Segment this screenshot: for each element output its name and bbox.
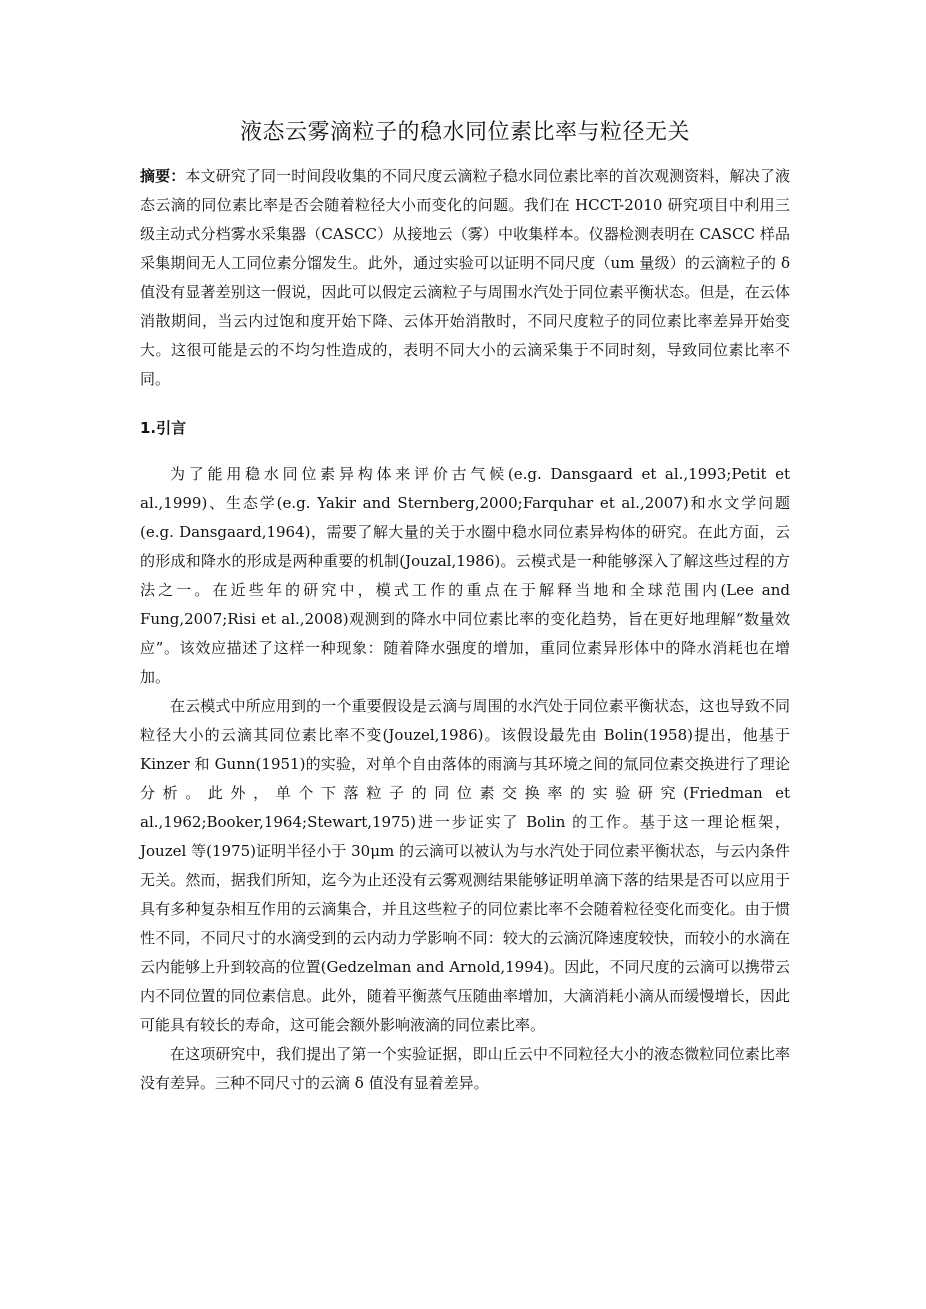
paper-title: 液态云雾滴粒子的稳水同位素比率与粒径无关 [239, 120, 690, 145]
section-heading-introduction: 1.引言 [140, 419, 187, 437]
abstract-text: 本文研究了同一时间段收集的不同尺度云滴粒子稳水同位素比率的首次观测资料，解决了液态云滴的同位素比率是否会随着粒径大小而变化的问题。我们在 HCCT-2010 研究项目中利用三级主动式分档雾水采集器（CASCC）从接地云（雾）中收集样本。仪器检测表明在 CASCC 样品采集期间无人工同位素分馏发生。此外，通过实验可以证明不同尺度（um 量级）的云滴粒子的 δ 值没有显著差别这一假说，因此可以假定云滴粒子与周围水汽处于同位素平衡状态。但是，在云体消散期间，当云内过饱和度开始下降、云体开始消散时，不同尺度粒子的同位素比率差异开始变大。这很可能是云的不均匀性造成的，表明不同大小的云滴采集于不同时刻，导致同位素比率不同。 [140, 167, 790, 388]
document-page [140, 118, 790, 1098]
abstract-label: 摘要： [140, 167, 186, 185]
abstract [140, 162, 790, 394]
intro-paragraph-2: 在云模式中所应用到的一个重要假设是云滴与周围的水汽处于同位素平衡状态，这也导致不同粒径大小的云滴其同位素比率不变(Jouzel,1986)。该假设最先由 Bolin(1958)提出，他基于 Kinzer 和 Gunn(1951)的实验，对单个自由落体的雨滴与其环境之间的氚同位素交换进行了理论分析。此外，单个下落粒子的同位素交换率的实验研究(Friedman et al.,1962;Booker,1964;Stewart,1975)进一步证实了 Bolin 的工作。基于这一理论框架，Jouzel 等(1975)证明半径小于 30μm 的云滴可以被认为与水汽处于同位素平衡状态，与云内条件无关。然而，据我们所知，迄今为止还没有云雾观测结果能够证明单滴下落的结果是否可以应用于具有多种复杂相互作用的云滴集合，并且这些粒子的同位素比率不会随着粒径变化而变化。由于惯性不同，不同尺寸的水滴受到的云内动力学影响不同：较大的云滴沉降速度较快，而较小的水滴在云内能够上升到较高的位置(Gedzelman and Arnold,1994)。因此，不同尺度的云滴可以携带云内不同位置的同位素信息。此外，随着平衡蒸气压随曲率增加，大滴消耗小滴从而缓慢增长，因此可能具有较长的寿命，这可能会额外影响液滴的同位素比率。 [140, 697, 790, 1034]
intro-paragraph-3: 在这项研究中，我们提出了第一个实验证据，即山丘云中不同粒径大小的液态微粒同位素比率没有差异。三种不同尺寸的云滴 δ 值没有显着差异。 [140, 1045, 790, 1092]
intro-paragraph-1: 为了能用稳水同位素异构体来评价古气候(e.g. Dansgaard et al.,1993;Petit et al.,1999)、生态学(e.g. Yakir and Sternberg,2000;Farquhar et al.,2007)和水文学问题(e.g. Dansgaard,1964)，需要了解大量的关于水圈中稳水同位素异构体的研究。在此方面，云的形成和降水的形成是两种重要的机制(Jouzal,1986)。云模式是一种能够深入了解这些过程的方法之一。在近些年的研究中，模式工作的重点在于解释当地和全球范围内(Lee and Fung,2007;Risi et al.,2008)观测到的降水中同位素比率的变化趋势，旨在更好地理解“数量效应”。该效应描述了这样一种现象：随着降水强度的增加，重同位素异形体中的降水消耗也在增加。 [140, 465, 790, 686]
